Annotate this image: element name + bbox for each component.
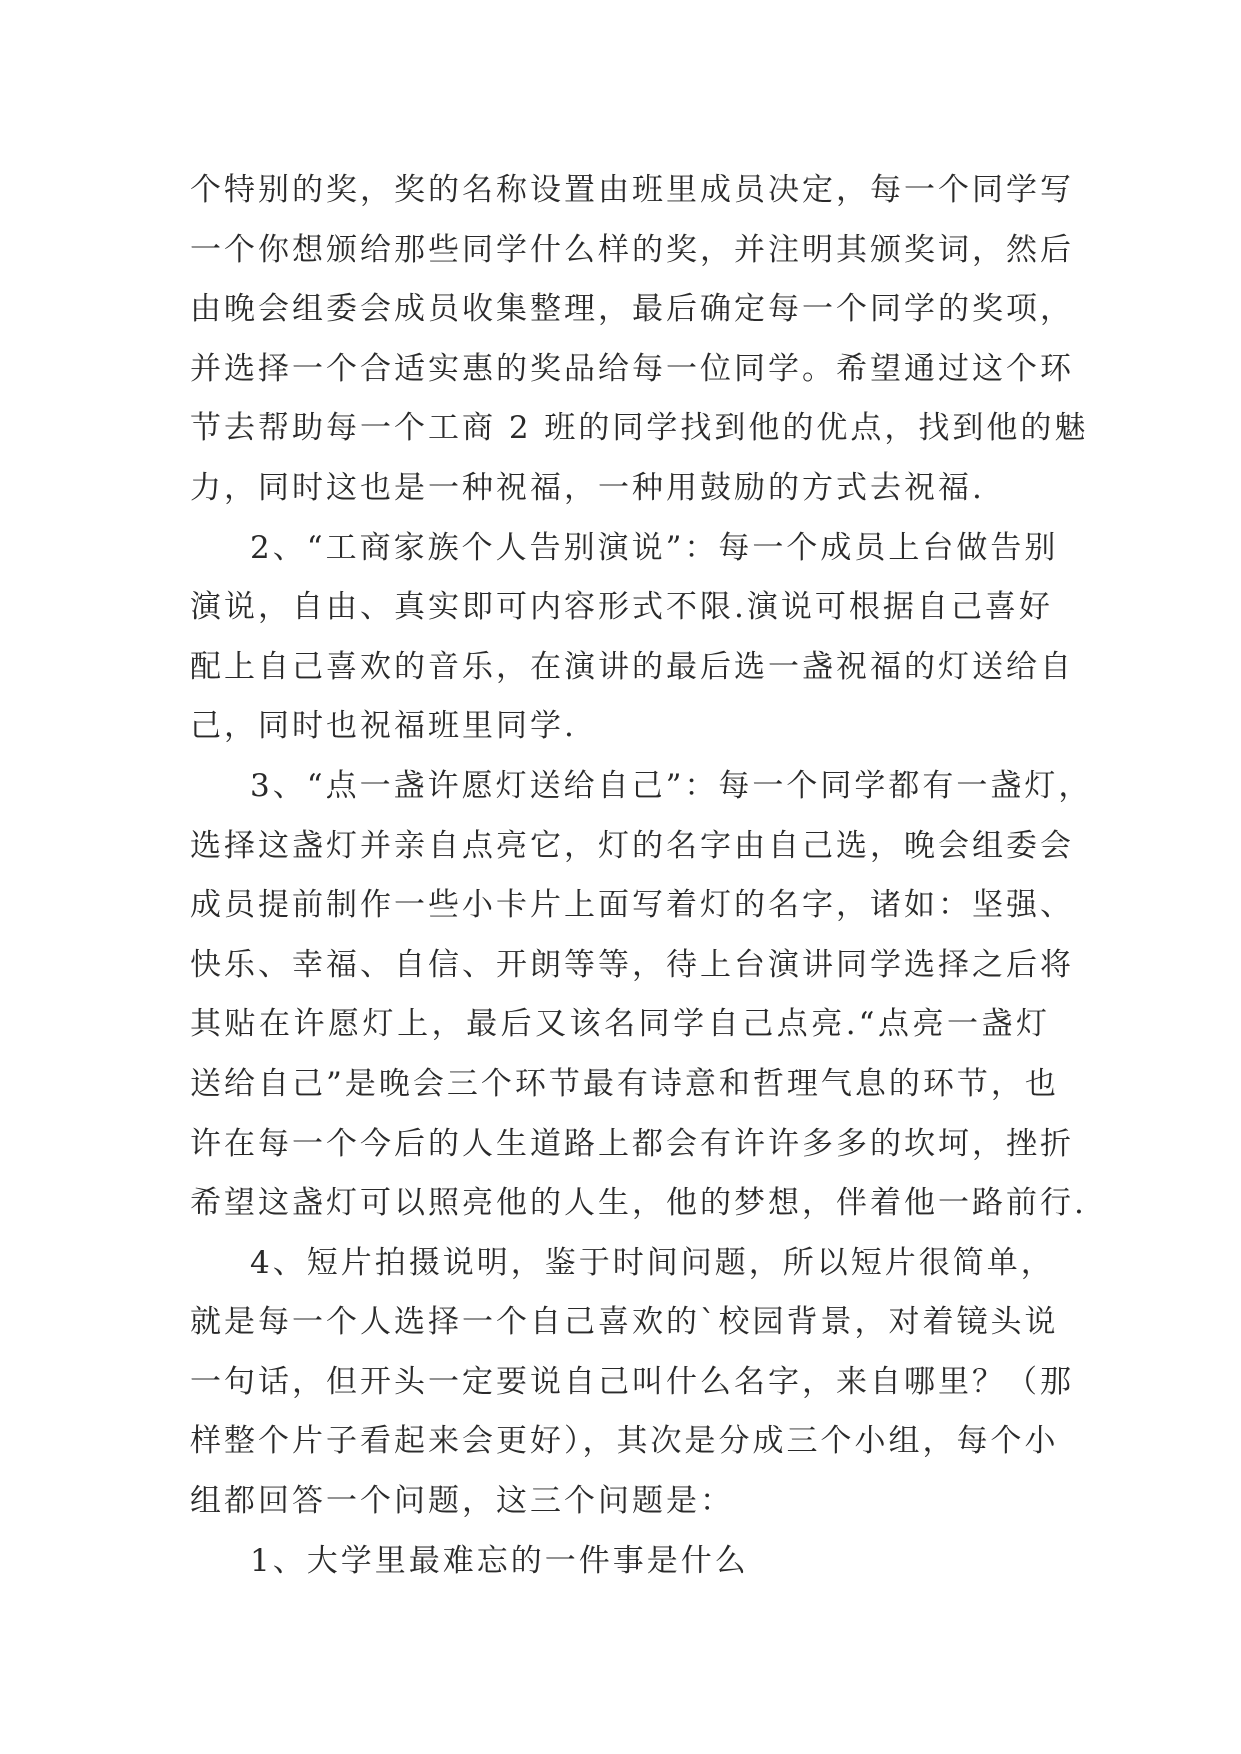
- paragraph-first-line: 3、“点一盏许愿灯送给自己”：每一个同学都有一盏灯，: [250, 767, 1093, 804]
- paragraph-first-line: 2、“工商家族个人告别演说”：每一个成员上台做告别: [250, 529, 1059, 566]
- text-line: 送给自己”是晚会三个环节最有诗意和哲理气息的环节，也: [190, 1065, 1059, 1102]
- paragraph-first-line: 4、短片拍摄说明，鉴于时间问题，所以短片很简单，: [250, 1244, 1055, 1281]
- text-line: 一句话，但开头一定要说自己叫什么名字，来自哪里？（那: [190, 1363, 1074, 1400]
- document-body: [190, 161, 1093, 1591]
- text-line: 选择这盏灯并亲自点亮它，灯的名字由自己选，晚会组委会: [190, 827, 1074, 864]
- text-line: 并选择一个合适实惠的奖品给每一位同学。希望通过这个环: [190, 350, 1074, 387]
- text-line: 成员提前制作一些小卡片上面写着灯的名字，诸如：坚强、: [190, 887, 1074, 924]
- text-line: 希望这盏灯可以照亮他的人生，他的梦想，伴着他一路前行.: [190, 1185, 1087, 1222]
- text-line: 配上自己喜欢的音乐，在演讲的最后选一盏祝福的灯送给自: [190, 648, 1074, 685]
- text-line: 快乐、幸福、自信、开朗等等，待上台演讲同学选择之后将: [190, 946, 1074, 983]
- text-line: 样整个片子看起来会更好），其次是分成三个小组，每个小: [190, 1423, 1059, 1460]
- text-line: 一个你想颁给那些同学什么样的奖，并注明其颁奖词，然后: [190, 231, 1074, 268]
- paragraph-first-line: 1、大学里最难忘的一件事是什么: [250, 1542, 749, 1579]
- text-line: 由晚会组委会成员收集整理，最后确定每一个同学的奖项，: [190, 291, 1074, 328]
- text-line: 就是每一个人选择一个自己喜欢的`校园背景，对着镜头说: [190, 1304, 1059, 1341]
- text-line: 组都回答一个问题，这三个问题是：: [190, 1483, 734, 1520]
- text-line: 节去帮助每一个工商 2 班的同学找到他的优点，找到他的魅: [190, 410, 1089, 447]
- text-line: 力，同时这也是一种祝福，一种用鼓励的方式去祝福.: [190, 469, 985, 506]
- text-line: 个特别的奖，奖的名称设置由班里成员决定，每一个同学写: [190, 172, 1074, 208]
- text-line: 己，同时也祝福班里同学.: [190, 708, 577, 745]
- text-line: 演说，自由、真实即可内容形式不限.演说可根据自己喜好: [190, 589, 1053, 626]
- text-line: 其贴在许愿灯上，最后又该名同学自己点亮.“点亮一盏灯: [190, 1006, 1050, 1043]
- text-line: 许在每一个今后的人生道路上都会有许许多多的坎坷，挫折: [190, 1125, 1074, 1162]
